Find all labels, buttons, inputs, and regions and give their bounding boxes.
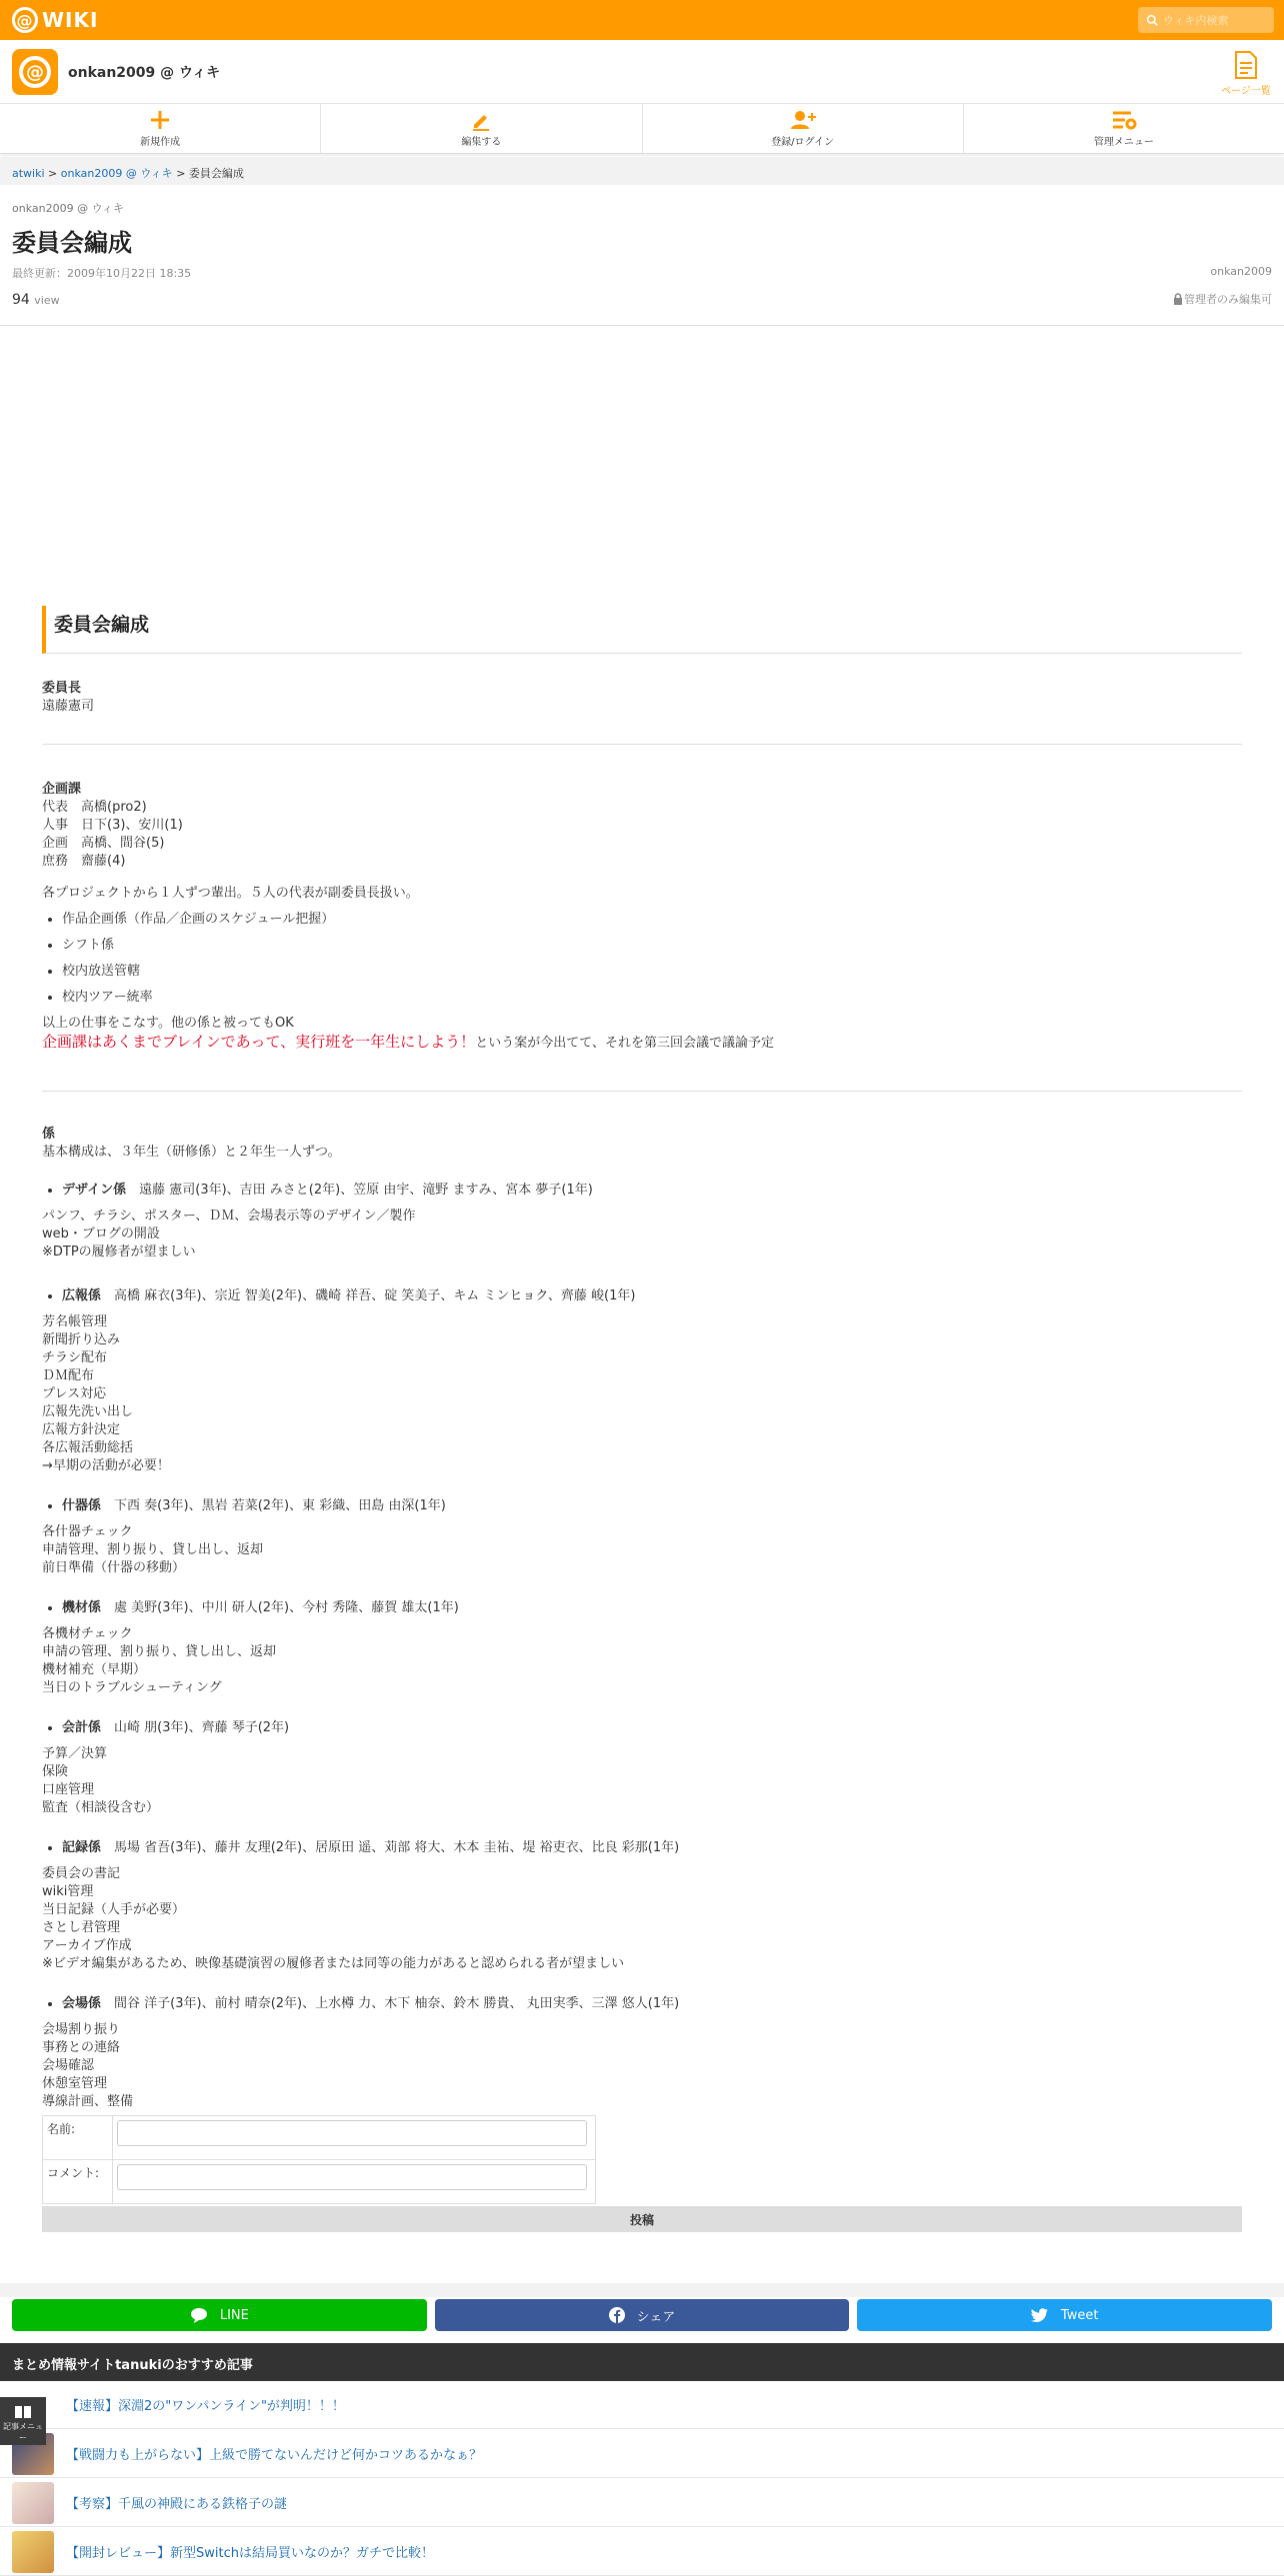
submit-button[interactable]: 投稿	[42, 2206, 1242, 2232]
planning-tasks	[62, 911, 1242, 1007]
group-block	[42, 1599, 1242, 1697]
group-duty: 当日記録（人手が必要）	[42, 1902, 186, 1917]
kakari-section: 係 基本構成は、３年生（研修係）と２年生一人ずつ。	[42, 1127, 341, 1160]
group-duty: 前日準備（什器の移動）	[42, 1560, 186, 1575]
group-title: • 記録係 馬場 省吾(3年)、藤井 友理(2年)、居原田 遥、苅部 将大、木本 圭祐、堤 裕吏衣、比良 彩那(1年)	[62, 1839, 1242, 1857]
page-header	[0, 185, 1284, 326]
document-icon	[1233, 50, 1259, 80]
search-icon	[1146, 14, 1159, 27]
recommend-item[interactable]: 【速報】深淵2の"ワンパンライン"が判明！！！	[0, 2381, 1284, 2429]
recommend-item[interactable]: 【戦闘力も上がらない】上級で勝てないんだけど何かコツあるかなぁ？	[0, 2430, 1284, 2478]
group-duty: アーカイブ作成	[42, 1938, 132, 1953]
group-duty: パンフ、チラシ、ポスター、ＤＭ、会場表示等のデザイン／製作	[42, 1209, 416, 1224]
search-input[interactable]	[1163, 14, 1271, 27]
list-item: • シフト係	[62, 937, 1242, 955]
group-block	[42, 1288, 1242, 1475]
admin-menu-button[interactable]: 管理メニュー	[964, 104, 1284, 153]
recommend-item[interactable]: 【開封レビュー】新型Switchは結局買いなのか？ガチで比較！	[0, 2528, 1284, 2576]
comment-input[interactable]	[117, 2164, 587, 2190]
group-duty: 口座管理	[42, 1782, 95, 1797]
thumbnail-image	[12, 2531, 54, 2573]
at-icon: @	[19, 56, 51, 88]
page-list-button[interactable]: ページ一覧	[1218, 50, 1274, 97]
group-duty: ※DTPの履修者が望ましい	[42, 1245, 196, 1260]
group-block	[42, 1719, 1242, 1817]
group-duty: 導線計画、整備	[42, 2094, 134, 2109]
list-item: • 校内放送管轄	[62, 963, 1242, 981]
group-duty: 事務との連絡	[42, 2040, 121, 2055]
group-title: • 広報係 高橋 麻衣(3年)、宗近 智美(2年)、磯崎 祥吾、碇 笑美子、キム ミンヒョク、齊藤 峻(1年)	[62, 1288, 1242, 1305]
comment-label: コメント:	[43, 2160, 113, 2204]
group-title: • 什器係 下西 奏(3年)、黒岩 若菜(2年)、東 彩織、田島 由深(1年)	[62, 1497, 1242, 1515]
group-duty: 会場割り振り	[42, 2022, 121, 2037]
group-title: • 会場係 間谷 洋子(3年)、前村 晴奈(2年)、上水樽 力、木下 柚奈、鈴木 勝貴、 丸田実季、三澤 悠人(1年)	[62, 1995, 1242, 2013]
group-duty: web・ブログの開設	[42, 1227, 160, 1242]
page-content	[42, 606, 1242, 2232]
spacer	[0, 2283, 1284, 2297]
group-duty: 監査（相談役含む）	[42, 1800, 160, 1815]
pencil-icon	[470, 109, 492, 131]
settings-list-icon	[1111, 109, 1137, 131]
recommend-item[interactable]: 【考察】千風の神殿にある鉄格子の謎	[0, 2479, 1284, 2527]
line-share-button[interactable]: LINE	[12, 2299, 427, 2331]
group-duty: 保険	[42, 1764, 69, 1779]
facebook-icon	[609, 2307, 625, 2323]
group-duty: →早期の活動が必要！	[42, 1458, 170, 1473]
twitter-icon	[1031, 2308, 1049, 2323]
chair-section: 委員長 遠藤憲司	[42, 681, 95, 714]
planning-section: 企画課 代表 高橋(pro2) 人事 日下(3)、安川(1) 企画 高橋、間谷(5) 庶務 齋藤(4) 各プロジェクトから１人ずつ輩出。５人の代表が副委員長扱い。 • 作品企画係（作品／企画のスケジュール把握） • シフト係 • 校内放送管轄 • 校内ツアー統率 以上の仕事をこなす。他の係と被ってもOK 企画課はあくまでブレインであって、実行班を一年生にしよう！という案が今出てて、それを第三回会議で議論予定	[42, 781, 1242, 1053]
site-header	[0, 40, 1284, 104]
group-duty: 休憩室管理	[42, 2076, 108, 2091]
group-duty: チラシ配布	[42, 1350, 108, 1365]
name-label: 名前:	[43, 2116, 113, 2160]
at-icon: @	[12, 7, 38, 33]
view-count: 94 view	[12, 292, 60, 308]
recommend-header: まとめ情報サイトtanukiのおすすめ記事	[0, 2343, 1284, 2381]
group-title: • 機材係 處 美野(3年)、中川 研人(2年)、今村 秀隆、藤賀 雄太(1年)	[62, 1599, 1242, 1617]
page-owner[interactable]: onkan2009	[1210, 265, 1272, 278]
thumbnail-image	[12, 2482, 54, 2524]
group-duty: 各什器チェック	[42, 1524, 133, 1539]
group-duty: ※ビデオ編集があるため、映像基礎演習の履修者または同等の能力があると認められる者が望ましい	[42, 1956, 625, 1971]
group-duty: 当日のトラブルシューティング	[42, 1680, 222, 1695]
atwiki-logo[interactable]: @ WIKI	[12, 7, 98, 33]
section-heading: 委員会編成	[42, 606, 1242, 654]
group-duty: 申請管理、割り振り、貸し出し、返却	[42, 1542, 264, 1557]
top-bar	[0, 0, 1284, 40]
group-title: • 会計係 山崎 朋(3年)、齊藤 琴子(2年)	[62, 1719, 1242, 1737]
admin-only-notice: 管理者のみ編集可	[1172, 291, 1272, 307]
lock-icon	[1172, 293, 1184, 305]
group-block	[42, 1839, 1242, 1973]
group-duty: さとし君管理	[42, 1920, 121, 1935]
group-duty: ＤＭ配布	[42, 1368, 95, 1383]
group-duty: 各広報活動総括	[42, 1440, 134, 1455]
name-input[interactable]	[117, 2120, 587, 2146]
search-box[interactable]	[1138, 7, 1274, 33]
toolbar	[0, 104, 1284, 154]
group-duty: 会場確認	[42, 2058, 95, 2073]
twitter-share-button[interactable]: Tweet	[857, 2299, 1272, 2331]
divider	[42, 744, 1242, 745]
login-button[interactable]: 登録/ログイン	[643, 104, 964, 153]
edit-button[interactable]: 編集する	[321, 104, 642, 153]
group-title: • デザイン係 遠藤 憲司(3年)、吉田 みさと(2年)、笠原 由宇、滝野 ますみ、宮本 夢子(1年)	[62, 1182, 1242, 1200]
comment-form	[42, 2115, 596, 2204]
book-icon	[14, 2405, 32, 2419]
group-duty: 各機材チェック	[42, 1626, 133, 1641]
group-duty: 広報方針決定	[42, 1422, 121, 1437]
group-duty: 予算／決算	[42, 1746, 108, 1761]
list-item: • 校内ツアー統率	[62, 989, 1242, 1007]
group-duty: 広報先洗い出し	[42, 1404, 134, 1419]
divider	[42, 1091, 1242, 1092]
line-icon	[190, 2307, 208, 2323]
share-bar	[12, 2299, 1272, 2331]
group-list	[42, 1182, 1242, 2111]
facebook-share-button[interactable]: シェア	[435, 2299, 850, 2331]
last-updated: 最終更新：2009年10月22日 18:35	[12, 267, 192, 280]
page-title: 委員会編成	[12, 229, 132, 257]
group-block	[42, 1995, 1242, 2111]
group-duty: 委員会の書記	[42, 1866, 121, 1881]
group-block	[42, 1182, 1242, 1262]
breadcrumb-site[interactable]: onkan2009 @ ウィキ	[60, 167, 173, 180]
wiki-name: onkan2009 @ ウィキ	[12, 202, 124, 215]
highlight-text: 企画課はあくまでブレインであって、実行班を一年生にしよう！	[42, 1033, 476, 1051]
plus-icon	[149, 109, 171, 131]
new-page-button[interactable]: 新規作成	[0, 104, 321, 153]
group-duty: 芳名帳管理	[42, 1314, 108, 1329]
group-duty: wiki管理	[42, 1884, 94, 1899]
site-name[interactable]: onkan2009 @ ウィキ	[68, 65, 221, 81]
list-item: • 作品企画係（作品／企画のスケジュール把握）	[62, 911, 1242, 929]
group-duty: 機材補充（早期）	[42, 1662, 147, 1677]
user-add-icon	[789, 109, 817, 131]
group-duty: 新聞折り込み	[42, 1332, 121, 1347]
article-menu-button[interactable]: 記事メニュー	[0, 2397, 46, 2445]
group-duty: 申請の管理、割り振り、貸し出し、返却	[42, 1644, 277, 1659]
breadcrumb-root[interactable]: atwiki	[12, 167, 45, 180]
breadcrumb: atwiki > onkan2009 @ ウィキ > 委員会編成	[0, 157, 1284, 185]
breadcrumb-current: 委員会編成	[188, 167, 244, 180]
group-duty: プレス対応	[42, 1386, 107, 1401]
group-block	[42, 1497, 1242, 1577]
site-logo[interactable]	[12, 49, 58, 95]
